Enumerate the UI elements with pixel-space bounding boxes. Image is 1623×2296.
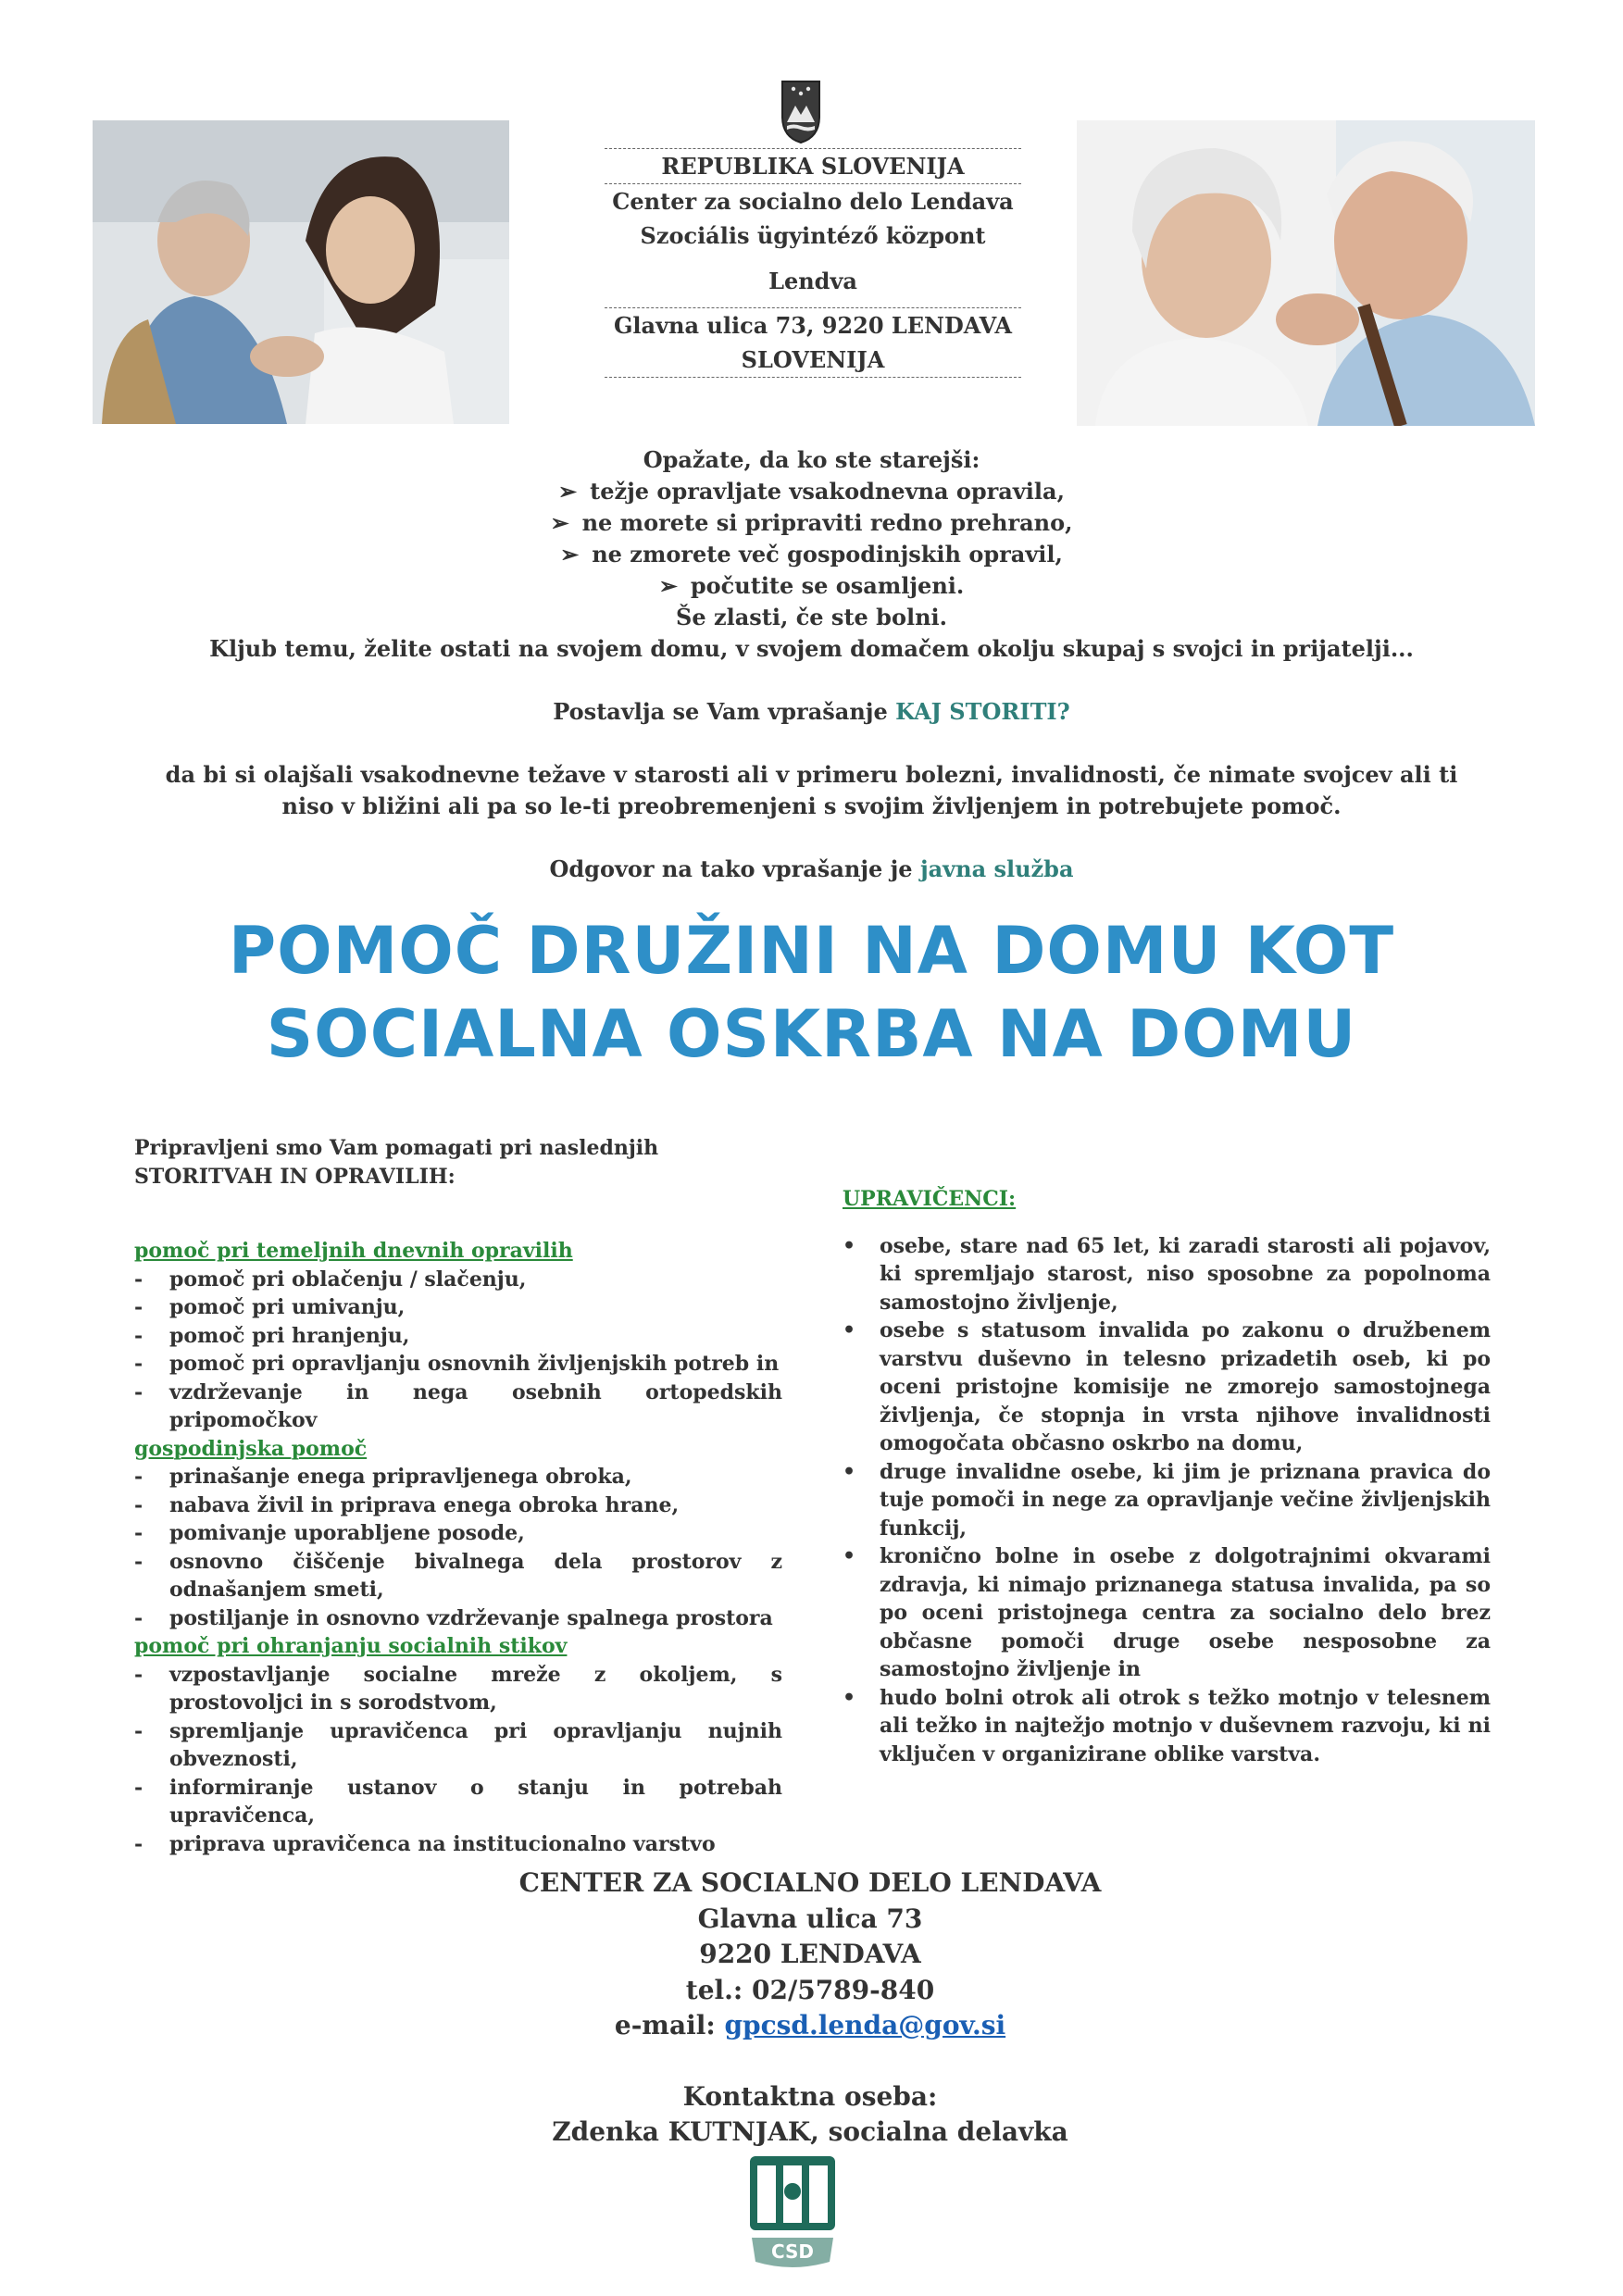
section-heading-household: gospodinjska pomoč [134,1436,368,1461]
arrow-bullet-icon: ➢ [658,572,678,599]
symptom-item: ➢ ne morete si pripraviti redno prehrano, [550,509,1073,536]
footer-org: CENTER ZA SOCIALNO DELO LENDAVA [518,1867,1102,1898]
list-item: - pomoč pri umivanju, [134,1293,782,1322]
intro-question: Opažate, da ko ste starejši: [643,446,980,473]
header-divider [605,377,1021,378]
address-line: Glavna ulica 73, 9220 LENDAVA [613,312,1013,339]
list-item: - priprava upravičenca na institucionalno varstvo [134,1830,782,1859]
services-column [134,1134,782,1858]
city-name: Lendva [768,268,857,294]
beneficiaries-heading: UPRAVIČENCI: [843,1187,1017,1211]
beneficiaries-column [843,1185,1491,1768]
symptom-item: ➢ težje opravljate vsakodnevna opravila, [558,478,1065,505]
contact-label: Kontaktna oseba: [682,2080,938,2112]
title-line-2: SOCIALNA OSKRBA NA DOMU [266,996,1357,1072]
symptom-item: ➢ počutite se osamljeni. [658,572,965,599]
section-heading-social-contacts: pomoč pri ohranjanju socialnih stikov [134,1634,568,1658]
list-item: - osnovno čiščenje bivalnega dela prostorov z odnašanjem smeti, [134,1548,782,1604]
institution-header [605,148,1021,378]
list-item: - informiranje ustanov o stanju in potrebah upravičenca, [134,1774,782,1830]
institution-name-hu: Szociális ügyintéző központ [640,222,986,249]
arrow-bullet-icon: ➢ [558,478,578,505]
intro-section [139,444,1484,885]
what-to-do-highlight: KAJ STORITI? [895,698,1070,725]
footer-postal: 9220 LENDAVA [699,1939,921,1969]
answer-line: Odgovor na tako vprašanje je javna služba [549,855,1074,882]
list-item: - pomoč pri opravljanju osnovnih življenjskih potreb in [134,1350,782,1379]
country-name: REPUBLIKA SLOVENIJA [661,153,965,180]
section-heading-basic-tasks: pomoč pri temeljnih dnevnih opravilih [134,1239,573,1263]
intro-stay-line: Kljub temu, želite ostati na svojem domu, v svojem domačem okolju skupaj s svojci in prijatelji... [209,635,1414,662]
elderly-woman-with-caregiver-photo [93,120,509,424]
list-item: • kronično bolne in osebe z dolgotrajnimi okvarami zdravja, ki nimajo priznanega statusa invalida, pa so po oceni pristojnega centra za socialno delo brez občasne pomoči druge osebe nesposobne za samostojno življenje in [843,1542,1491,1684]
footer-street: Glavna ulica 73 [697,1903,923,1934]
list-item: - spremljanje upravičenca pri opravljanju nujnih obveznosti, [134,1717,782,1774]
institution-name: Center za socialno delo Lendava [612,188,1014,215]
services-intro: Pripravljeni smo Vam pomagati pri naslednjih STORITVAH IN OPRAVILIH: [134,1136,659,1189]
list-item: - vzdrževanje in nega osebnih ortopedskih pripomočkov [134,1379,782,1435]
question-line: Postavlja se Vam vprašanje KAJ STORITI? [553,698,1070,725]
country-line: SLOVENIJA [741,346,885,373]
list-item: - prinašanje enega pripravljenega obroka, [134,1463,782,1491]
list-item: - pomoč pri hranjenju, [134,1322,782,1351]
symptom-item: ➢ ne zmorete več gospodinjskih opravil, [560,541,1063,568]
page-title [93,912,1530,1074]
email-link[interactable]: gpcsd.lenda@gov.si [724,2010,1006,2040]
intro-sick-line: Še zlasti, če ste bolni. [676,604,947,630]
public-service-highlight: javna služba [919,855,1074,882]
list-item: - postiljanje in osnovno vzdrževanje spalnega prostora [134,1604,782,1633]
csd-logo-icon [748,2152,837,2282]
list-item: - pomivanje uporabljene posode, [134,1519,782,1548]
list-item: - pomoč pri oblačenju / slačenju, [134,1266,782,1294]
contact-footer [463,1866,1157,2151]
list-item: • druge invalidne osebe, ki jim je priznana pravica do tuje pomoči in nege za opravljanje večine življenjskih funkcij, [843,1458,1491,1543]
elderly-couple-photo [1077,120,1535,426]
logo-text: CSD [770,2240,815,2263]
list-item: • osebe s statusom invalida po zakonu o družbenem varstvu duševno in telesno prizadetih oseb, ki po oceni pristojne komisije ne zmorejo samostojnega življenja, če stopnja in vrsta njihove invalidnosti omogočata občasno oskrbo na domu, [843,1316,1491,1458]
list-item: • hudo bolni otrok ali otrok s težko motnjo v telesnem ali težko in najtežjo motnjo v duševnem razvoju, ki ni vključen v organizirane oblike varstva. [843,1684,1491,1769]
list-item: - vzpostavljanje socialne mreže z okoljem, s prostovoljci in s sorodstvom, [134,1661,782,1717]
contact-name: Zdenka KUTNJAK, socialna delavka [552,2116,1068,2147]
arrow-bullet-icon: ➢ [560,541,580,568]
coat-of-arms-icon [780,78,822,144]
intro-paragraph: da bi si olajšali vsakodnevne težave v starosti ali v primeru bolezni, invalidnosti, če nimate svojcev ali ti niso v bližini ali pa so le-ti preobremenjeni s svojim življenjem in potrebujete pomoč. [165,761,1458,819]
list-item: - nabava živil in priprava enega obroka hrane, [134,1491,782,1520]
footer-phone: tel.: 02/5789-840 [685,1974,935,2005]
arrow-bullet-icon: ➢ [550,509,569,536]
title-line-1: POMOČ DRUŽINI NA DOMU KOT [228,913,1395,989]
footer-email-line: e-mail: gpcsd.lenda@gov.si [614,2010,1006,2040]
list-item: • osebe, stare nad 65 let, ki zaradi starosti ali pojavov, ki spremljajo starost, niso sposobne za popolnoma samostojno življenje, [843,1232,1491,1317]
